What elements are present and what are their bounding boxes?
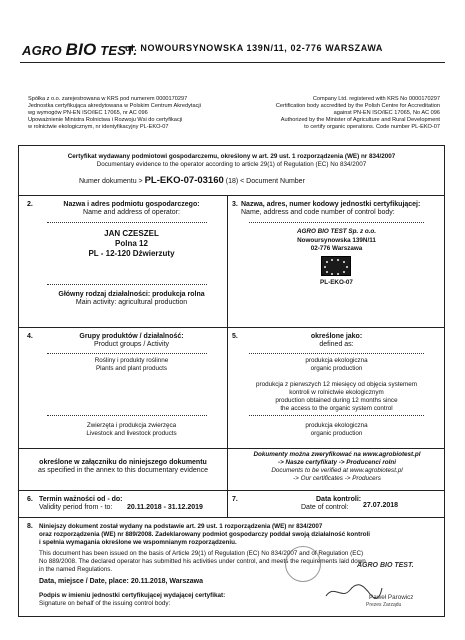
info-line: Certification body accredited by the Polish Centre for Accreditation <box>275 103 440 109</box>
divider <box>19 517 444 518</box>
info-line: Upoważnienie Ministra Rolnictwa i Rozwoju Wsi do certyfikacji <box>28 117 183 123</box>
section-7-label-en: Date of control: <box>301 504 349 511</box>
signature-label-pl: Podpis w imieniu jednostki certyfikującej wydającej certyfikat: <box>39 592 226 599</box>
info-line: to certify organic operations. Code number PL-EKO-07 <box>304 124 440 130</box>
certificate-frame <box>18 145 445 617</box>
definition-2-en-line2: the access to the organic system control <box>280 405 393 412</box>
main-activity-en: Main activity: agricultural production <box>75 299 188 306</box>
company-info-en <box>250 96 440 131</box>
operator-city: PL - 12-120 Dźwierzuty <box>88 249 175 258</box>
signer-role: Prezes Zarządu <box>366 602 402 608</box>
product-group-1-en: Plants and plant products <box>95 365 168 372</box>
definition-2-pl-line1: produkcja z pierwszych 12 miesięcy od objęcia systemem <box>256 381 417 388</box>
statement-en-line2: No 889/2008. The declared operator has submitted his activities under control, and meets the requirements laid down <box>39 558 366 565</box>
statement-en-line1: This document has been issued on the basis of Article 29(1) of Regulation (EC) No 834/2007 and of Regulation (EC) <box>39 550 364 557</box>
control-body-name: AGRO BIO TEST Sp. z o.o. <box>296 228 377 235</box>
section-3-label-en: Name, address and code number of control body: <box>241 209 395 216</box>
logo-bio-text: BIO <box>65 40 97 59</box>
control-body-city: 02-776 Warszawa <box>310 245 363 252</box>
info-line: Company Ltd. registered with KRS No 0000170297 <box>312 96 440 102</box>
control-body-code: PL-EKO-07 <box>320 279 353 286</box>
eu-organic-leaf-logo-icon <box>321 256 351 276</box>
verify-path-en: -> Our certificates -> Producers <box>293 475 381 482</box>
definition-1-en: organic production <box>310 365 363 372</box>
dotted-line <box>249 222 424 223</box>
document-number-line <box>79 177 399 187</box>
dotted-line <box>47 415 207 416</box>
dotted-line <box>249 415 424 416</box>
section-7-label-pl: Data kontroli: <box>316 496 362 503</box>
definition-2-pl-line2: kontroli w rolnictwie ekologicznym <box>289 389 384 396</box>
signer-name: Paweł Parowicz <box>369 594 414 601</box>
product-group-1-pl: Rośliny i produkty roślinne <box>94 357 169 364</box>
title-pl: Certyfikat wydawany podmiotowi gospodarczemu, określony w art. 29 ust. 1 rozporządzenia (WE) nr 834/2007 <box>67 153 396 160</box>
divider <box>19 490 444 491</box>
verify-path-pl: -> Nasze certyfikaty -> Producenci rolni <box>278 459 396 466</box>
logo-agro-text: AGRO <box>22 43 62 58</box>
logo-test-text: TEST. <box>100 43 138 58</box>
section-2-number: 2. <box>27 201 33 208</box>
info-line: Spółka z o.o. zarejestrowana w KRS pod numerem 0000170297 <box>28 96 188 102</box>
agrobiotest-logo <box>22 40 137 60</box>
issue-date-label: Data, miejsce / Date, place: <box>39 578 129 585</box>
header-address: ul. NOWOURSYNOWSKA 139N/11, 02-776 WARSZAWA <box>125 43 384 53</box>
main-activity-pl-text: Główny rodzaj działalności: produkcja rolna <box>58 291 205 298</box>
title-en: Documentary evidence to the operator according to article 29(1) of Regulation (EC) No 834/2007 <box>96 161 367 168</box>
product-group-2-en: Livestock and livestock products <box>86 430 177 437</box>
column-divider <box>227 490 228 517</box>
section-3-number: 3. <box>232 201 238 208</box>
definition-1-pl: produkcja ekologiczna <box>305 357 368 364</box>
verify-link-pl: Dokumenty można zweryfikować na www.agrobiotest.pl <box>253 451 421 458</box>
annex-label-pl: określone w załączniku do niniejszego dokumentu <box>39 459 207 466</box>
section-5-label-en: defined as: <box>319 341 354 348</box>
statement-en-line3: in the named Regulations. <box>39 566 113 573</box>
doc-number-suffix: (18) < Document Number <box>225 178 305 185</box>
doc-number-value: PL-EKO-07-03160 <box>144 175 224 186</box>
product-group-2-pl: Zwierzęta i produkcja zwierzęca <box>86 422 177 429</box>
info-line: Authorized by the Minister of Agriculture and Rural Development <box>280 117 440 123</box>
validity-period-value: 20.11.2018 - 31.12.2019 <box>127 504 203 511</box>
info-line: wg wymogów PN-EN ISO/IEC 17065, nr AC 096 <box>28 110 148 116</box>
section-6-label-en: Validity period from - to: <box>39 504 113 511</box>
section-4-number: 4. <box>27 333 33 340</box>
handwritten-signature-icon <box>324 582 384 602</box>
statement-pl-line2: oraz rozporządzenia (WE) nr 889/2008. Zadeklarowany podmiot gospodarczy poddał swoją działalność kontroli <box>39 531 371 538</box>
verify-link-en: Documents to be verified at www.agrobiotest.pl <box>271 467 403 474</box>
dotted-line <box>249 353 424 354</box>
operator-street: Polna 12 <box>115 239 148 248</box>
dotted-line <box>47 284 207 285</box>
control-date-value: 27.07.2018 <box>363 502 399 509</box>
operator-name: JAN CZESZEL <box>104 229 159 238</box>
section-4-label-pl: Grupy produktów / działalność: <box>79 333 184 340</box>
signature-label-en: Signature on behalf of the issuing control body: <box>39 600 171 607</box>
annex-label-en: as specified in the annex to this documentary evidence <box>37 467 209 474</box>
doc-number-label: Numer dokumentu > <box>79 178 143 185</box>
section-2-label-pl: Nazwa i adres podmiotu gospodarczego: <box>63 201 200 208</box>
definition-3-en: organic production <box>310 430 363 437</box>
definition-3-pl: produkcja ekologiczna <box>305 422 368 429</box>
section-6-label-pl: Termin ważności od - do: <box>39 496 123 503</box>
round-stamp-icon <box>285 546 321 582</box>
dotted-line <box>47 353 207 354</box>
company-info-pl <box>28 96 238 131</box>
section-5-number: 5. <box>232 333 238 340</box>
column-divider <box>227 448 228 490</box>
section-2-label-en: Name and address of operator: <box>83 209 180 216</box>
control-body-street: Nowoursynowska 139N/11 <box>297 237 376 244</box>
info-line: against PN-EN ISO/IEC 17065, No AC 096 <box>333 110 440 116</box>
statement-pl-line1: Niniejszy dokument został wydany na podstawie art. 29 ust. 1 rozporządzenia (WE) nr 834/2007 <box>39 523 323 530</box>
section-3-label-pl: Nazwa, adres, numer kodowy jednostki certyfikującej: <box>241 201 421 208</box>
divider <box>19 195 444 196</box>
definition-2-en-line1: production obtained during 12 months since <box>275 397 398 404</box>
dotted-line <box>47 222 207 223</box>
divider <box>19 327 444 328</box>
company-stamp-text: AGRO BIO TEST. <box>357 562 414 569</box>
statement-pl-line3: i spełnia wymagania określone we wspomnianym rozporządzeniu. <box>39 539 237 546</box>
column-divider <box>227 327 228 448</box>
issue-date-line <box>39 578 203 587</box>
issue-date-value: 20.11.2018, Warszawa <box>130 578 203 585</box>
info-line: Jednostka certyfikująca akredytowana w Polskim Centrum Akredytacji <box>28 103 201 109</box>
section-8-number: 8. <box>27 523 33 530</box>
header-divider <box>20 62 445 63</box>
section-6-number: 6. <box>27 496 33 503</box>
info-line: w rolnictwie ekologicznym, nr identyfikacyjny PL-EKO-07 <box>28 124 169 130</box>
section-5-label-pl: określone jako: <box>310 333 363 340</box>
section-4-label-en: Product groups / Activity <box>93 341 170 348</box>
section-7-number: 7. <box>232 496 238 503</box>
divider <box>19 448 444 449</box>
column-divider <box>227 195 228 327</box>
